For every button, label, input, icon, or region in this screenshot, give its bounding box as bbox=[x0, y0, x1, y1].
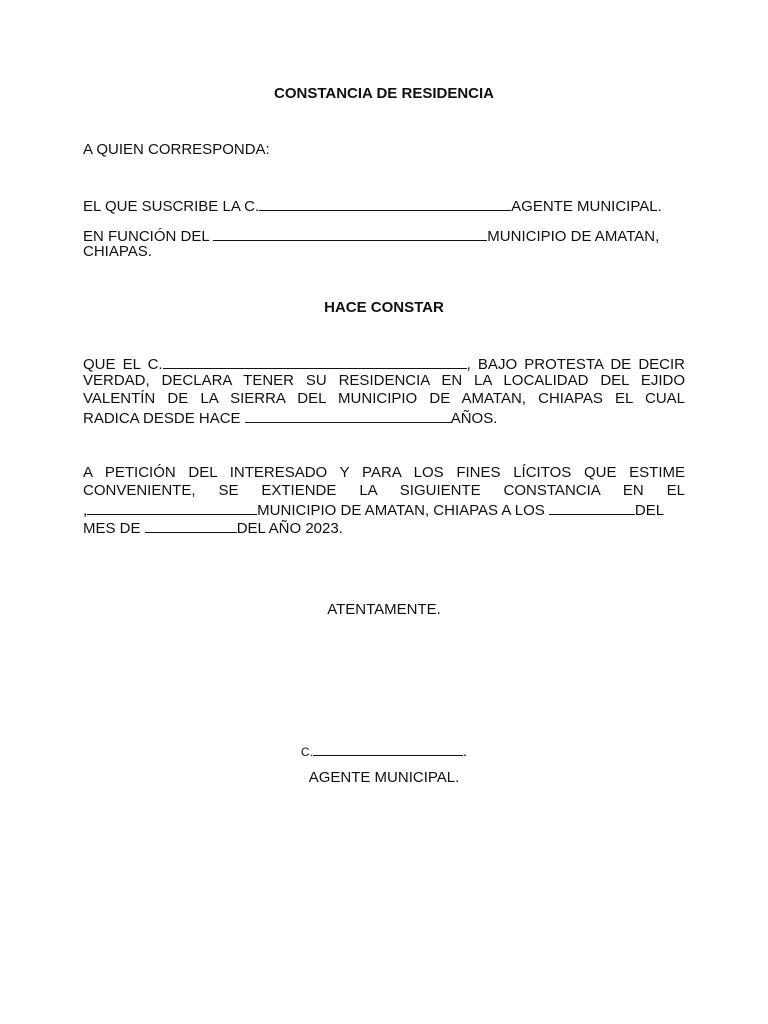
mes-de-text: MES DE bbox=[83, 520, 141, 537]
constar-line-3: VALENTÍN DE LA SIERRA DEL MUNICIPIO DE AMATAN, CHIAPAS EL CUAL bbox=[83, 390, 685, 407]
del-text: DEL bbox=[634, 502, 665, 519]
funcion-text: EN FUNCIÓN DEL bbox=[83, 228, 210, 245]
peticion-line-1: A PETICIÓN DEL INTERESADO Y PARA LOS FINES LÍCITOS QUE ESTIME bbox=[83, 464, 685, 481]
constar-line-4 bbox=[83, 408, 497, 428]
blank-day bbox=[549, 500, 635, 515]
closing-text: ATENTAMENTE. bbox=[327, 601, 441, 618]
chiapas-text: CHIAPAS. bbox=[83, 243, 152, 260]
peticion-line-3 bbox=[83, 500, 664, 520]
constar-line-2: VERDAD, DECLARA TENER SU RESIDENCIA EN LA LOCALIDAD DEL EJIDO bbox=[83, 372, 685, 389]
section-heading: HACE CONSTAR bbox=[324, 299, 444, 316]
municipio-fecha-text: MUNICIPIO DE AMATAN, CHIAPAS A LOS bbox=[257, 502, 545, 519]
blank-locality bbox=[213, 226, 487, 241]
ano-text: DEL AÑO 2023. bbox=[236, 520, 343, 537]
peticion-line-4 bbox=[83, 518, 343, 538]
anos-text: AÑOS. bbox=[450, 410, 498, 427]
blank-month bbox=[145, 518, 237, 533]
blank-place bbox=[87, 500, 257, 515]
protesta-text: , BAJO PROTESTA DE DECIR bbox=[466, 356, 685, 373]
blank-signature bbox=[313, 741, 463, 756]
paragraph-funcion bbox=[83, 226, 659, 246]
blank-agent-name bbox=[259, 196, 511, 211]
comma-text: , bbox=[83, 502, 88, 519]
constar-line-1 bbox=[83, 354, 685, 374]
signature-suffix: . bbox=[462, 743, 468, 760]
que-el-text: QUE EL C. bbox=[83, 356, 163, 373]
document-title: CONSTANCIA DE RESIDENCIA bbox=[273, 85, 494, 102]
suscribe-text: EL QUE SUSCRIBE LA C. bbox=[83, 198, 260, 215]
radica-text: RADICA DESDE HACE bbox=[83, 410, 241, 427]
paragraph-suscribe bbox=[83, 196, 662, 216]
signature-role: AGENTE MUNICIPAL. bbox=[308, 769, 460, 786]
blank-years bbox=[245, 408, 451, 423]
signature-line bbox=[0, 741, 768, 761]
municipio-text: MUNICIPIO DE AMATAN, bbox=[487, 228, 660, 245]
greeting: A QUIEN CORRESPONDA: bbox=[83, 141, 270, 158]
agent-role-text: AGENTE MUNICIPAL. bbox=[511, 198, 662, 215]
blank-resident-name bbox=[163, 354, 467, 369]
signature-prefix: C. bbox=[300, 745, 313, 759]
peticion-line-2: CONVENIENTE, SE EXTIENDE LA SIGUIENTE CONSTANCIA EN EL bbox=[83, 482, 685, 499]
